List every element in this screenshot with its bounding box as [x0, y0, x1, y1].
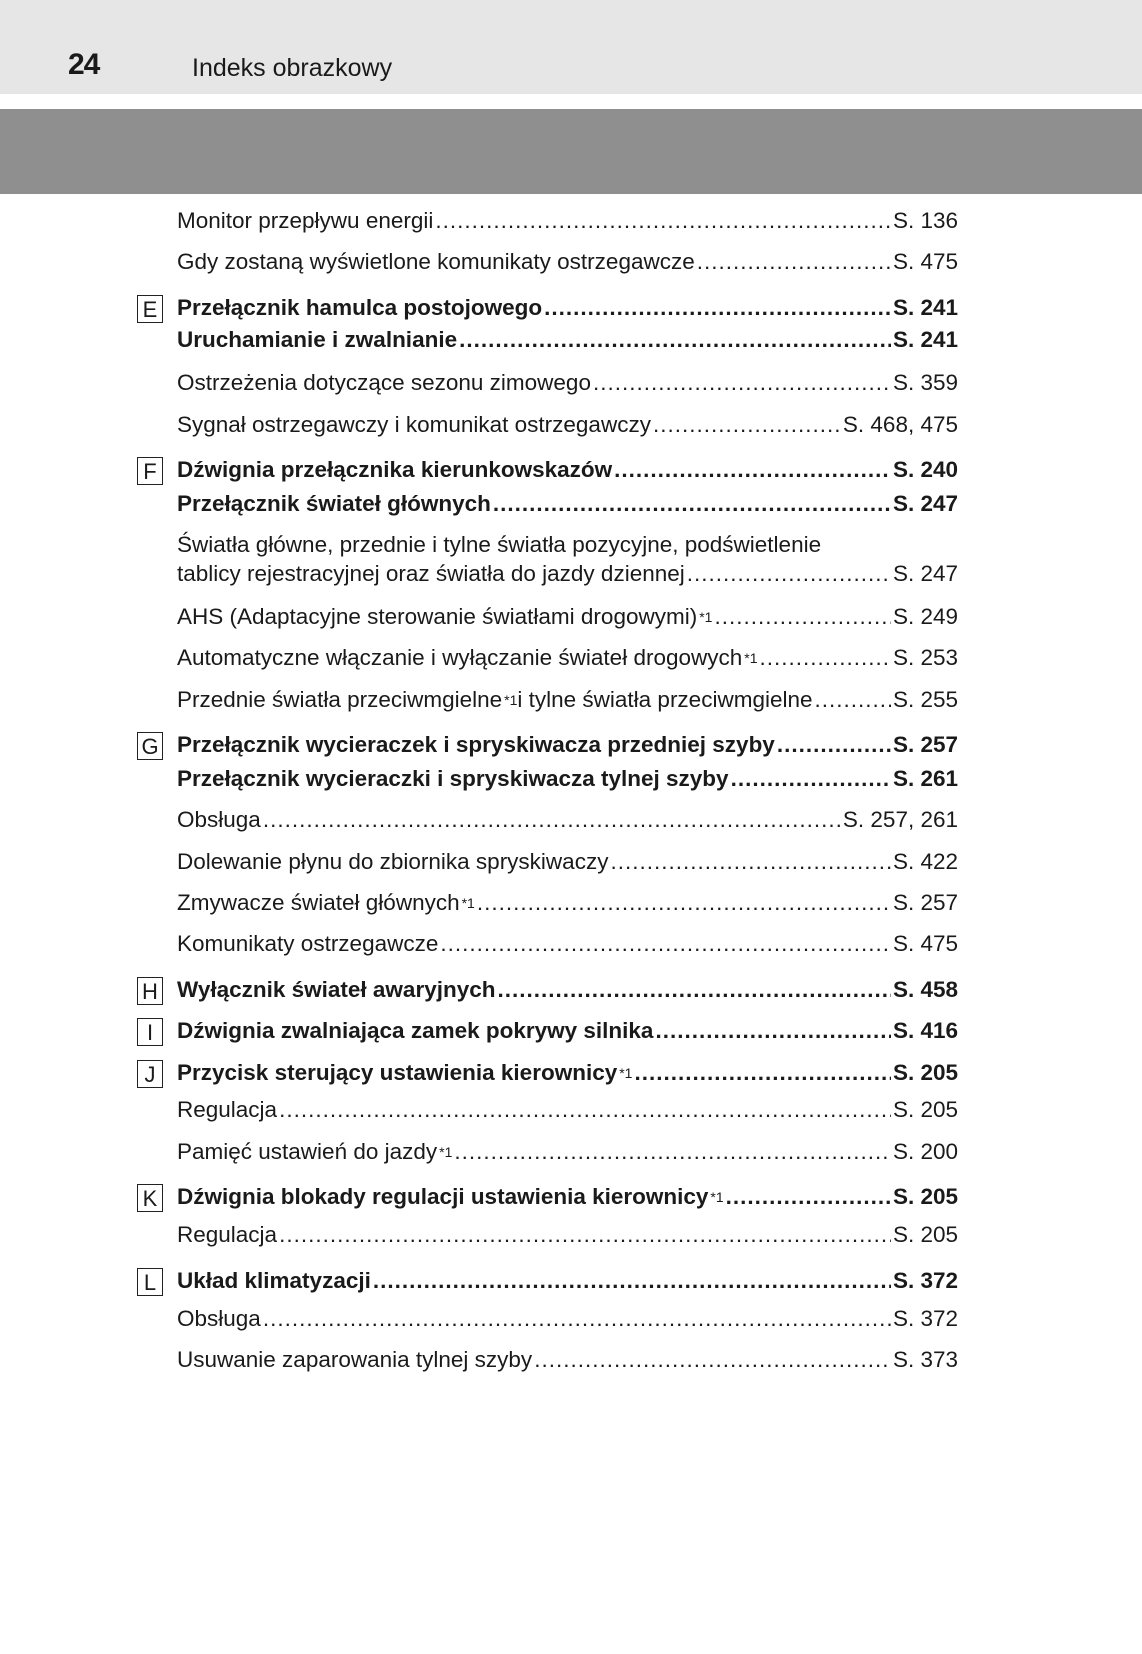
entry-text: Obsługa: [177, 1306, 261, 1331]
index-entry[interactable]: [177, 1096, 958, 1124]
dot-leader: [497, 976, 890, 1004]
entry-text: Przełącznik wycieraczek i spryskiwacza przedniej szyby: [177, 732, 775, 757]
dot-leader: [697, 248, 891, 276]
dot-leader: [655, 1017, 890, 1045]
entry-text: Uruchamianie i zwalnianie: [177, 327, 458, 352]
index-entry[interactable]: [177, 848, 958, 876]
index-entry[interactable]: [177, 1346, 958, 1374]
entry-text: Regulacja: [177, 1097, 278, 1122]
dot-leader: [815, 686, 891, 714]
entry-text: Dźwignia zwalniająca zamek pokrywy silnika: [177, 1018, 654, 1043]
dot-leader: [760, 644, 891, 672]
dot-leader: [634, 1059, 890, 1087]
page-reference[interactable]: S. 200: [892, 1139, 958, 1164]
entry-text: Dolewanie płynu do zbiornika spryskiwaczy: [177, 849, 609, 874]
page-reference[interactable]: S. 416: [892, 1018, 958, 1043]
footnote-marker: *1: [439, 1144, 453, 1160]
page-reference[interactable]: S. 253: [892, 645, 958, 670]
page-reference[interactable]: S. 205: [892, 1097, 958, 1122]
entry-text-line1: Światła główne, przednie i tylne światła pozycyjne, podświetlenie: [177, 532, 822, 557]
dot-leader: [593, 369, 891, 397]
index-entry[interactable]: [177, 1183, 958, 1213]
footnote-marker: *1: [710, 1189, 724, 1205]
entry-text: AHS (Adaptacyjne sterowanie światłami drogowymi): [177, 604, 698, 629]
page-reference[interactable]: S. 475: [892, 249, 958, 274]
index-entry[interactable]: [177, 976, 958, 1004]
entry-text: Gdy zostaną wyświetlone komunikaty ostrzegawcze: [177, 249, 695, 274]
entry-text: Przełącznik hamulca postojowego: [177, 295, 543, 320]
dot-leader: [687, 560, 891, 588]
footnote-marker: *1: [699, 609, 713, 625]
entry-text: Przednie światła przeciwmgielne: [177, 687, 503, 712]
section-letter: H: [137, 977, 163, 1005]
index-entry[interactable]: [177, 644, 958, 674]
entry-text: Przycisk sterujący ustawienia kierownicy: [177, 1060, 618, 1085]
index-entry[interactable]: [177, 1138, 958, 1168]
dot-leader: [459, 326, 891, 354]
header-band: [0, 109, 1142, 194]
index-entry[interactable]: [177, 560, 958, 588]
page-reference[interactable]: S. 475: [892, 931, 958, 956]
index-entry[interactable]: [177, 1017, 958, 1045]
page-reference[interactable]: S. 241: [892, 295, 958, 320]
entry-text: Przełącznik świateł głównych: [177, 491, 491, 516]
entry-text: Przełącznik wycieraczki i spryskiwacza tylnej szyby: [177, 766, 729, 791]
page-reference[interactable]: S. 458: [892, 977, 958, 1002]
entry-text: Automatyczne włączanie i wyłączanie świateł drogowych: [177, 645, 743, 670]
index-entry[interactable]: [177, 456, 958, 484]
dot-leader: [279, 1096, 891, 1124]
index-entry[interactable]: [177, 889, 958, 919]
footnote-marker: *1: [744, 650, 758, 666]
entry-text: tablicy rejestracyjnej oraz światła do jazdy dziennej: [177, 561, 685, 586]
entry-text: Dźwignia blokady regulacji ustawienia kierownicy: [177, 1184, 709, 1209]
dot-leader: [279, 1221, 891, 1249]
dot-leader: [714, 603, 891, 631]
dot-leader: [614, 456, 891, 484]
section-letter: J: [137, 1060, 163, 1088]
section-letter: L: [137, 1268, 163, 1296]
section-letter: G: [137, 732, 163, 760]
dot-leader: [653, 411, 841, 439]
entry-text: Obsługa: [177, 807, 261, 832]
section-letter: K: [137, 1184, 163, 1212]
index-entry[interactable]: [177, 1221, 958, 1249]
dot-leader: [435, 207, 891, 235]
page-reference[interactable]: S. 372: [892, 1268, 958, 1293]
entry-text: Regulacja: [177, 1222, 278, 1247]
index-entry[interactable]: [177, 603, 958, 633]
page-reference[interactable]: S. 255: [892, 687, 958, 712]
index-entry[interactable]: [177, 686, 958, 716]
page-header: [0, 0, 1142, 94]
dot-leader: [477, 889, 891, 917]
page-reference[interactable]: S. 359: [892, 370, 958, 395]
page-reference[interactable]: S. 373: [892, 1347, 958, 1372]
page-reference[interactable]: S. 257: [892, 890, 958, 915]
index-entry[interactable]: [177, 369, 958, 397]
index-entry[interactable]: [177, 248, 958, 276]
page-reference[interactable]: S. 468, 475: [842, 412, 958, 437]
dot-leader: [440, 930, 891, 958]
entry-text: Wyłącznik świateł awaryjnych: [177, 977, 496, 1002]
entry-text: Sygnał ostrzegawczy i komunikat ostrzegawczy: [177, 412, 651, 437]
index-entry[interactable]: [177, 207, 958, 235]
page-reference[interactable]: S. 240: [892, 457, 958, 482]
entry-text: Monitor przepływu energii: [177, 208, 434, 233]
dot-leader: [373, 1267, 891, 1295]
page-reference[interactable]: S. 247: [892, 561, 958, 586]
dot-leader: [263, 806, 841, 834]
entry-text-continued: i tylne światła przeciwmgielne: [517, 687, 813, 712]
index-entry[interactable]: [177, 731, 958, 759]
dot-leader: [263, 1305, 891, 1333]
dot-leader: [777, 731, 891, 759]
index-entry[interactable]: [177, 930, 958, 958]
entry-text: Pamięć ustawień do jazdy: [177, 1139, 438, 1164]
index-entry[interactable]: [177, 411, 958, 439]
page-reference[interactable]: S. 422: [892, 849, 958, 874]
page-reference[interactable]: S. 205: [892, 1184, 958, 1209]
dot-leader: [731, 765, 891, 793]
footnote-marker: *1: [461, 895, 475, 911]
section-letter: E: [137, 295, 163, 323]
index-entry[interactable]: [177, 326, 958, 354]
page-reference[interactable]: S. 249: [892, 604, 958, 629]
entry-text: Ostrzeżenia dotyczące sezonu zimowego: [177, 370, 591, 395]
index-entry[interactable]: [177, 294, 958, 322]
page-reference[interactable]: S. 136: [892, 208, 958, 233]
page-reference[interactable]: S. 205: [892, 1222, 958, 1247]
dot-leader: [454, 1138, 891, 1166]
entry-text: Dźwignia przełącznika kierunkowskazów: [177, 457, 613, 482]
page-reference[interactable]: S. 247: [892, 491, 958, 516]
page-reference[interactable]: S. 372: [892, 1306, 958, 1331]
page-number: 24: [68, 48, 100, 81]
dot-leader: [544, 294, 891, 322]
section-letter: I: [137, 1018, 163, 1046]
index-entry[interactable]: [177, 1305, 958, 1333]
dot-leader: [610, 848, 890, 876]
dot-leader: [726, 1183, 891, 1211]
entry-text: Zmywacze świateł głównych: [177, 890, 460, 915]
page-title: Indeks obrazkowy: [192, 54, 393, 82]
page-reference[interactable]: S. 257: [892, 732, 958, 757]
footnote-marker: *1: [619, 1065, 633, 1081]
index-entry[interactable]: [177, 765, 958, 793]
page-reference[interactable]: S. 257, 261: [842, 807, 958, 832]
index-entry[interactable]: [177, 806, 958, 834]
page-reference[interactable]: S. 205: [892, 1060, 958, 1085]
dot-leader: [493, 490, 891, 518]
index-entry[interactable]: [177, 1267, 958, 1295]
section-letter: F: [137, 457, 163, 485]
page-reference[interactable]: S. 261: [892, 766, 958, 791]
entry-text: Komunikaty ostrzegawcze: [177, 931, 439, 956]
index-entry[interactable]: [177, 490, 958, 518]
footnote-marker: *1: [504, 692, 518, 708]
index-entry[interactable]: [177, 1059, 958, 1089]
dot-leader: [534, 1346, 891, 1374]
page-reference[interactable]: S. 241: [892, 327, 958, 352]
entry-text: Usuwanie zaparowania tylnej szyby: [177, 1347, 533, 1372]
entry-text: Układ klimatyzacji: [177, 1268, 371, 1293]
